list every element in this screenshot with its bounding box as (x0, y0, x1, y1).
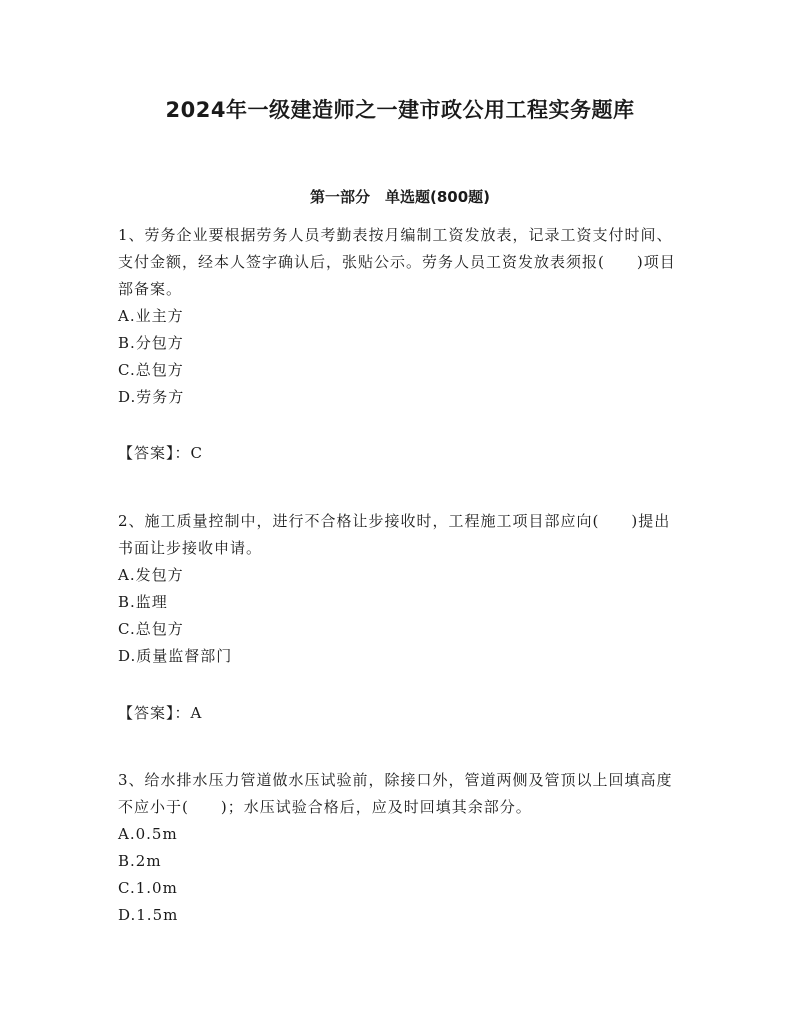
section-title: 第一部分 单选题(800题) (309, 188, 491, 206)
question-2 (118, 508, 686, 670)
question-text: 3、给水排水压力管道做水压试验前，除接口外，管道两侧及管顶以上回填高度不应小于( )；水压试验合格后，应及时回填其余部分。 (118, 771, 673, 816)
answer-label: 【答案】： (118, 704, 191, 722)
option-b: B.监理 (118, 593, 168, 611)
option-a: A.业主方 (118, 307, 184, 325)
option-d: D.1.5m (118, 906, 179, 924)
question-3 (118, 767, 686, 929)
option-c: C.1.0m (118, 879, 178, 897)
option-d: D.质量监督部门 (118, 647, 233, 665)
option-c: C.总包方 (118, 361, 184, 379)
answer-value: A (190, 704, 203, 722)
answer-value: C (190, 444, 203, 462)
option-a: A.0.5m (118, 825, 178, 843)
option-b: B.分包方 (118, 334, 184, 352)
document-title: 2024年一级建造师之一建市政公用工程实务题库 (165, 98, 635, 122)
option-a: A.发包方 (118, 566, 184, 584)
question-text: 1、劳务企业要根据劳务人员考勤表按月编制工资发放表，记录工资支付时间、支付金额，经本人签字确认后，张贴公示。劳务人员工资发放表须报( )项目部备案。 (118, 226, 676, 298)
question-text: 2、施工质量控制中，进行不合格让步接收时，工程施工项目部应向( )提出书面让步接收申请。 (118, 512, 671, 557)
answer-label: 【答案】： (118, 444, 191, 462)
option-b: B.2m (118, 852, 162, 870)
question-1 (118, 222, 686, 411)
option-d: D.劳务方 (118, 388, 185, 406)
answer-2 (118, 700, 202, 727)
option-c: C.总包方 (118, 620, 184, 638)
answer-1 (118, 440, 203, 467)
